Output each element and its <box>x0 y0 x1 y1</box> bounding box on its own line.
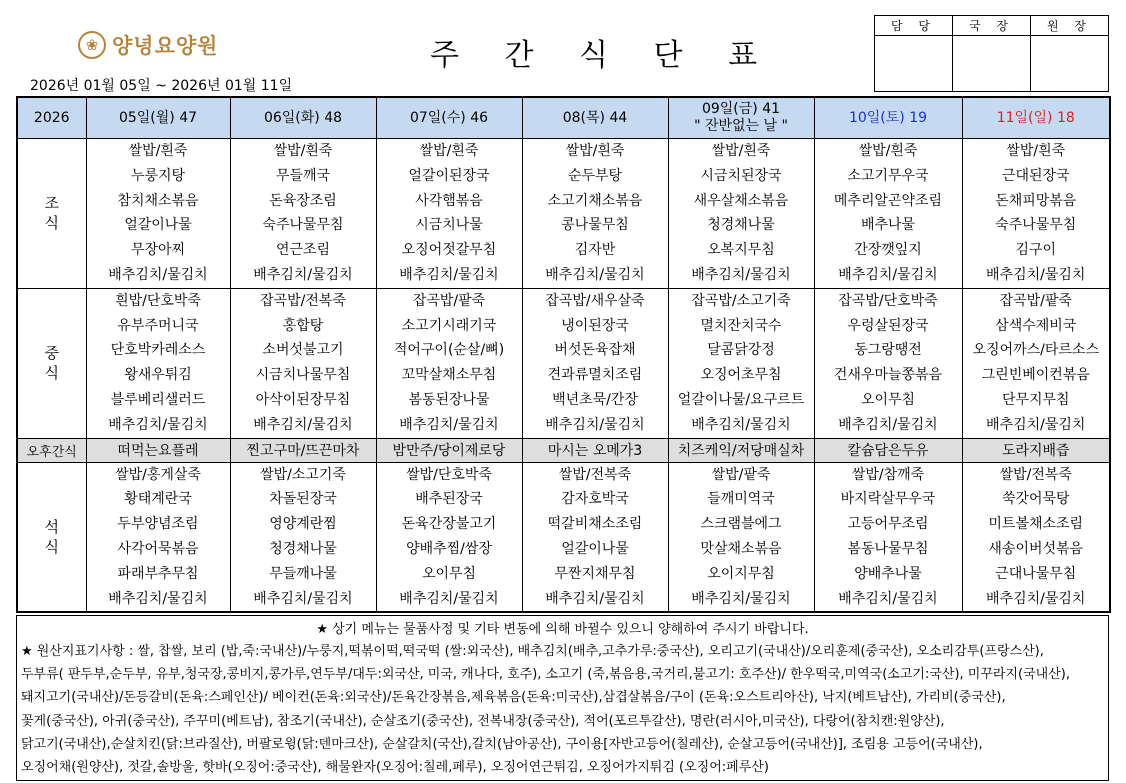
logo-flower-icon: ❀ <box>78 31 106 59</box>
menu-item: 유부주머니국 <box>117 317 199 334</box>
approval-header-director: 국 장 <box>953 16 1031 36</box>
menu-item: 돈육장조림 <box>269 192 337 209</box>
page-title: 주 간 식 단 표 <box>430 38 776 73</box>
approval-sign-director[interactable] <box>953 36 1031 92</box>
menu-item: 얼갈이나물/요구르트 <box>677 391 805 408</box>
menu-item: 잡곡밥/팥죽 <box>999 292 1072 309</box>
notice-line: ★ 원산지표기사항 : 쌀, 찹쌀, 보리 (밥,죽:국내산)/누룽지,떡볶이떡,떡국떡 (쌀:외국산), 배추김치(배추,고추가루:중국산), 오리고기(국내산)/오리훈제(중국산), 오소리감투(프랑스산), <box>21 644 1044 659</box>
snack-item: 칼슘담은두유 <box>814 438 962 462</box>
menu-item: 쌀밥/참깨죽 <box>851 466 925 483</box>
menu-item: 청경채나물 <box>269 540 337 557</box>
menu-cell <box>86 462 230 612</box>
meal-label: 중 식 <box>17 288 86 438</box>
menu-cell <box>814 288 962 438</box>
menu-item: 백년초묵/간장 <box>552 391 638 408</box>
menu-cell <box>962 139 1110 289</box>
menu-item: 소고기무우국 <box>847 167 929 184</box>
menu-item: 봄동나물무침 <box>847 540 929 557</box>
menu-item: 양배추나물 <box>854 565 922 582</box>
menu-item: 블루베리샐러드 <box>110 391 206 408</box>
lunch-row <box>17 288 1110 438</box>
menu-cell <box>668 462 814 612</box>
menu-cell <box>668 288 814 438</box>
menu-item: 홍합탕 <box>282 317 324 334</box>
menu-item: 무짠지채무침 <box>554 565 636 582</box>
menu-item: 아삭이된장무침 <box>255 391 351 408</box>
snack-item: 치즈케익/저당매실차 <box>668 438 814 462</box>
menu-item: 김구이 <box>1015 242 1057 259</box>
menu-item: 잡곡밥/단호박죽 <box>838 292 938 309</box>
menu-item: 참치채소볶음 <box>117 192 199 209</box>
notice-line: 닭고기(국내산),순살치킨(닭:브라질산), 버팔로윙(닭:덴마크산), 순살갈치(국산),갈치(남아공산), 구이용[자반고등어(칠레산), 순살고등어(국내산)], 조림용 고등어(국내산), <box>21 736 983 752</box>
menu-item: 쌀밥/흰죽 <box>273 143 333 159</box>
menu-item: 잡곡밥/전복죽 <box>260 292 346 309</box>
menu-item: 콩나물무침 <box>561 217 629 234</box>
day-header-line: 05일(월) 47 <box>118 109 198 126</box>
menu-cell <box>230 139 376 289</box>
menu-item: 사각햄볶음 <box>415 192 483 209</box>
day-header-line: 10일(토) 19 <box>848 109 928 126</box>
menu-item: 쌀밥/단호박죽 <box>406 466 492 483</box>
snack-row <box>17 438 1110 462</box>
menu-item: 배추김치/물김치 <box>253 266 353 283</box>
menu-item: 숙주나물무침 <box>995 217 1077 234</box>
menu-item: 오이지무침 <box>707 565 775 582</box>
menu-item: 시금치나물무침 <box>255 367 351 384</box>
menu-item: 무장아찌 <box>130 242 186 259</box>
menu-item: 무들깨국 <box>275 167 331 184</box>
approval-header-head: 원 장 <box>1031 16 1109 36</box>
menu-item: 흰밥/단호박죽 <box>115 292 201 309</box>
menu-item: 두부양념조림 <box>117 516 199 533</box>
day-header <box>522 97 668 139</box>
menu-item: 양배추찜/쌈장 <box>406 540 492 557</box>
menu-cell <box>668 139 814 289</box>
menu-item: 쌀밥/소고기죽 <box>260 466 346 483</box>
day-header-line: " 잔반없는 날 " <box>694 118 788 134</box>
notice-line: 두부류( 판두부,순두부, 유부,청국장,콩비지,콩가루,연두부/대두:외국산, 미국, 캐나다, 호주), 소고기 (죽,볶음용,국거리,불고기: 호주산)/ 한우떡국,미역국(소고기:국산), 미꾸라지(국내산), <box>21 667 1070 683</box>
menu-item: 오징어초무침 <box>700 367 782 384</box>
snack-item: 마시는 오메가3 <box>522 438 668 462</box>
menu-item: 배추김치/물김치 <box>253 590 353 607</box>
menu-item: 배추김치/물김치 <box>691 416 791 433</box>
notice-title: ★ 상기 메뉴는 물품사정 및 기타 변동에 의해 바뀔수 있으니 양해하여 주시기 바랍니다. <box>316 622 809 637</box>
menu-item: 잡곡밥/소고기죽 <box>691 292 791 309</box>
menu-item: 배추김치/물김치 <box>838 590 938 607</box>
menu-item: 배추김치/물김치 <box>986 416 1086 433</box>
menu-item: 얼갈이된장국 <box>408 167 490 184</box>
menu-item: 쌀밥/전복죽 <box>558 466 632 483</box>
header-row <box>17 97 1110 139</box>
menu-item: 견과류멸치조림 <box>547 367 643 384</box>
menu-item: 메추리알곤약조림 <box>833 192 943 209</box>
menu-item: 삼색수제비국 <box>995 317 1077 334</box>
menu-item: 쌀밥/흰죽 <box>419 143 479 159</box>
snack-item: 찐고구마/뜨끈마차 <box>230 438 376 462</box>
menu-item: 순두부탕 <box>567 167 623 184</box>
menu-item: 배추김치/물김치 <box>399 416 499 433</box>
menu-cell <box>962 462 1110 612</box>
menu-item: 돈육간장불고기 <box>401 516 497 533</box>
snack-item: 떠먹는요플레 <box>86 438 230 462</box>
menu-item: 배추김치/물김치 <box>108 590 208 607</box>
menu-item: 멸치잔치국수 <box>700 317 782 334</box>
menu-cell <box>230 462 376 612</box>
year-cell: 2026 <box>17 97 86 139</box>
menu-item: 단무지무침 <box>1001 391 1070 408</box>
menu-item: 배추김치/물김치 <box>545 266 645 283</box>
day-header-line: 09일(금) 41 <box>701 101 781 117</box>
menu-item: 그린빈베이컨볶음 <box>981 367 1090 384</box>
meal-label: 조 식 <box>17 139 86 289</box>
menu-item: 미트볼채소조림 <box>988 516 1084 533</box>
menu-item: 배추김치/물김치 <box>253 416 353 433</box>
notice-line: 오징어채(원양산), 젓갈,솔방울, 핫바(오징어:중국산), 해물완자(오징어:칠레,페루), 오징어연근튀김, 오징어가지튀김 (오징어:페루산) <box>21 759 769 775</box>
menu-item: 쌀밥/팥죽 <box>711 466 771 483</box>
menu-item: 잡곡밥/팥죽 <box>412 292 486 309</box>
menu-cell <box>86 288 230 438</box>
menu-item: 배추김치/물김치 <box>545 416 645 433</box>
day-header-line: 06일(화) 48 <box>263 109 343 126</box>
menu-item: 숙주나물무침 <box>262 217 344 234</box>
menu-item: 쌀밥/흰죽 <box>858 143 918 159</box>
menu-item: 떡갈비채소조림 <box>547 516 643 533</box>
snack-item: 밤만주/당이제로당 <box>376 438 522 462</box>
day-header-line: 07일(수) 46 <box>409 109 489 126</box>
menu-item: 왕새우튀김 <box>124 367 192 384</box>
menu-item: 근대나물무침 <box>995 565 1077 582</box>
meal-label: 석 식 <box>17 462 86 612</box>
menu-item: 냉이된장국 <box>561 317 629 334</box>
menu-item: 영양계란찜 <box>269 516 337 533</box>
menu-item: 배추김치/물김치 <box>691 266 791 283</box>
menu-item: 시금치나물 <box>415 217 483 234</box>
notice-box <box>16 615 1109 781</box>
day-header <box>962 97 1110 139</box>
menu-item: 배추김치/물김치 <box>399 266 499 283</box>
menu-item: 쌀밥/흰죽 <box>1006 143 1066 159</box>
notice-line: 돼지고기(국내산)/돈등갈비(돈육:스페인산)/ 베이컨(돈육:외국산)/돈육간장볶음,제육볶음(돈육:미국산),삼겹살볶음/구이 (돈육:오스트리아산), 낙지(베트남산), 가리비(중국산), <box>21 690 1006 706</box>
menu-item: 무들깨나물 <box>269 565 337 582</box>
menu-item: 연근조림 <box>275 242 331 259</box>
menu-item: 간장깻잎지 <box>854 242 922 259</box>
snack-item: 도라지배즙 <box>962 438 1110 462</box>
day-header <box>230 97 376 139</box>
menu-item: 배추김치/물김치 <box>838 416 938 433</box>
menu-item: 쑥갓어묵탕 <box>1001 491 1070 508</box>
day-header-line: 08(목) 44 <box>562 109 628 126</box>
menu-item: 파래부추무침 <box>117 565 199 582</box>
day-header <box>814 97 962 139</box>
menu-item: 돈채피망볶음 <box>995 192 1077 209</box>
menu-item: 얼갈이나물 <box>561 540 629 557</box>
menu-item: 사각어묵볶음 <box>117 540 199 557</box>
menu-item: 오징어까스/타르소스 <box>972 342 1099 359</box>
menu-item: 봄동된장나물 <box>408 391 490 408</box>
menu-item: 쌀밥/흰죽 <box>711 143 771 159</box>
menu-item: 단호박카레소스 <box>110 342 206 359</box>
menu-item: 건새우마늘쫑볶음 <box>833 367 943 384</box>
menu-item: 차돌된장국 <box>269 491 337 508</box>
menu-item: 근대된장국 <box>1001 167 1070 184</box>
menu-item: 배추김치/물김치 <box>399 590 499 607</box>
menu-item: 김자반 <box>574 242 616 259</box>
menu-item: 들깨미역국 <box>707 491 775 508</box>
logo-text: 양녕요양원 <box>112 34 219 58</box>
day-header-line: 11일(일) 18 <box>996 109 1075 126</box>
menu-item: 배추나물 <box>860 217 916 234</box>
menu-cell <box>86 139 230 289</box>
menu-item: 꼬막살채소무침 <box>401 367 497 384</box>
day-header <box>376 97 522 139</box>
menu-item: 동그랑땡전 <box>854 342 922 359</box>
menu-cell <box>376 288 522 438</box>
menu-item: 배추김치/물김치 <box>691 590 791 607</box>
menu-item: 황태계란국 <box>124 491 192 508</box>
menu-cell <box>814 462 962 612</box>
menu-item: 쌀밥/흰죽 <box>128 143 188 159</box>
menu-item: 감자호박국 <box>561 491 629 508</box>
menu-item: 배추김치/물김치 <box>545 590 645 607</box>
menu-item: 쌀밥/흰죽 <box>565 143 625 159</box>
menu-item: 버섯돈육잡채 <box>554 342 636 359</box>
weekly-menu-table <box>16 96 1111 613</box>
menu-item: 고등어무조림 <box>847 516 929 533</box>
menu-item: 배추김치/물김치 <box>108 416 208 433</box>
menu-item: 청경채나물 <box>707 217 775 234</box>
dinner-row <box>17 462 1110 612</box>
menu-cell <box>522 462 668 612</box>
menu-item: 새우살채소볶음 <box>693 192 789 209</box>
menu-cell <box>522 288 668 438</box>
menu-cell <box>376 139 522 289</box>
menu-cell <box>522 139 668 289</box>
menu-item: 배추김치/물김치 <box>986 266 1086 283</box>
menu-item: 배추김치/물김치 <box>986 590 1086 607</box>
menu-cell <box>230 288 376 438</box>
breakfast-row <box>17 139 1110 289</box>
menu-item: 오이무침 <box>860 391 916 408</box>
menu-item: 달콤닭강정 <box>707 342 775 359</box>
menu-item: 새송이버섯볶음 <box>988 540 1084 557</box>
approval-box <box>874 15 1109 92</box>
menu-item: 쌀밥/홍게살죽 <box>115 466 201 483</box>
snack-label: 오후간식 <box>17 438 86 462</box>
menu-item: 얼갈이나물 <box>124 217 192 234</box>
menu-item: 바지락살무우국 <box>840 491 936 508</box>
menu-item: 잡곡밥/새우살죽 <box>545 292 645 309</box>
menu-item: 배추김치/물김치 <box>838 266 938 283</box>
menu-cell <box>962 288 1110 438</box>
menu-item: 오복지무침 <box>707 242 775 259</box>
menu-item: 맛살채소볶음 <box>700 540 782 557</box>
menu-item: 오이무침 <box>421 565 477 582</box>
logo <box>78 30 218 60</box>
approval-header-staff: 담 당 <box>875 16 953 36</box>
menu-cell <box>376 462 522 612</box>
menu-item: 배추김치/물김치 <box>108 266 208 283</box>
day-header <box>668 97 814 139</box>
approval-sign-staff[interactable] <box>875 36 953 92</box>
menu-item: 스크램블에그 <box>700 516 782 533</box>
menu-item: 적어구이(순살/뼈) <box>393 342 505 359</box>
menu-item: 소고기채소볶음 <box>547 192 643 209</box>
date-range: 2026년 01월 05일 ~ 2026년 01월 11일 <box>30 78 293 94</box>
menu-item: 오징어젓갈무침 <box>401 242 497 259</box>
menu-item: 소고기시래기국 <box>401 317 497 334</box>
notice-line: 꽃게(중국산), 아귀(중국산), 주꾸미(베트남), 참조기(국내산), 순살조기(중국산), 전복내장(중국산), 적어(포르투갈산), 명란(러시아,미국산), 다랑어(참치캔:원양산), <box>21 713 945 729</box>
menu-item: 소버섯불고기 <box>262 342 344 359</box>
menu-item: 우렁살된장국 <box>847 317 929 334</box>
day-header <box>86 97 230 139</box>
menu-item: 시금치된장국 <box>700 167 782 184</box>
menu-item: 누룽지탕 <box>130 167 186 184</box>
menu-cell <box>814 139 962 289</box>
menu-item: 배추된장국 <box>415 491 483 508</box>
menu-item: 쌀밥/전복죽 <box>999 466 1072 483</box>
approval-sign-head[interactable] <box>1031 36 1109 92</box>
